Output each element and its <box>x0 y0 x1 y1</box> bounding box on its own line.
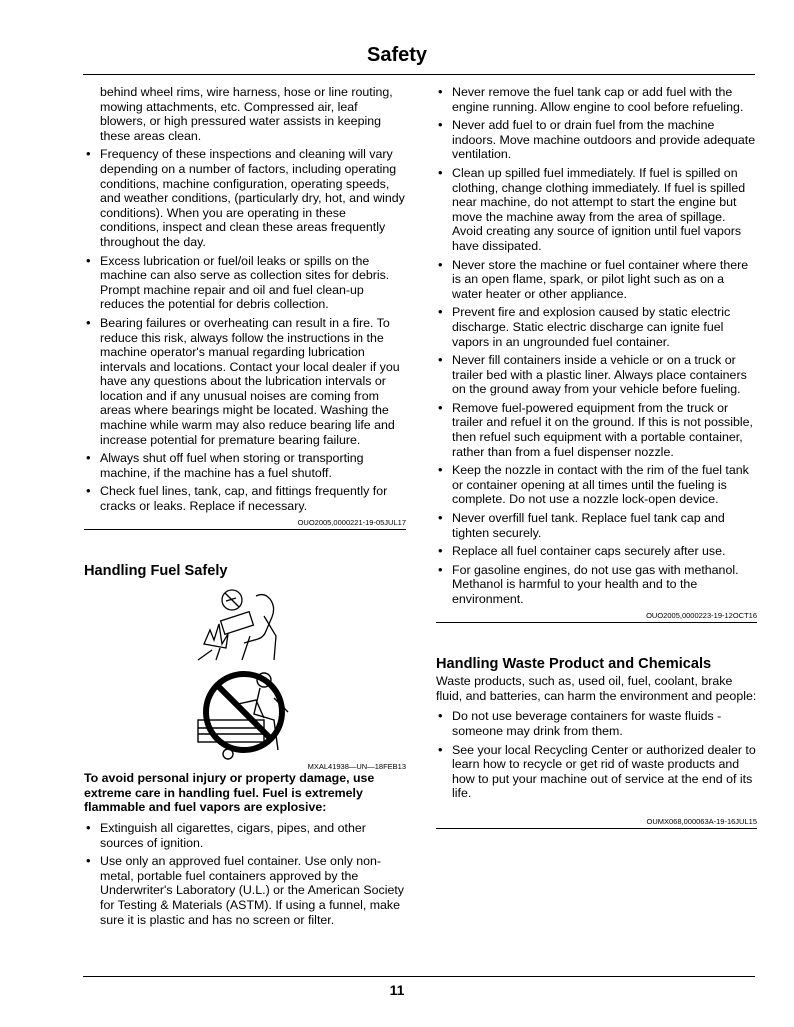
cleaning-bullet-list <box>84 147 406 513</box>
list-item: • Extinguish all cigarettes, cigars, pipes, and other sources of ignition. <box>84 821 406 850</box>
section-divider <box>436 828 757 829</box>
waste-bullet-list <box>436 709 757 801</box>
list-item: • See your local Recycling Center or authorized dealer to learn how to recycle or get rid of waste products and how to put your machine out of service at the end of its life. <box>436 743 757 801</box>
right-column <box>436 85 757 829</box>
list-item: • Do not use beverage containers for waste fluids - someone may drink from them. <box>436 709 757 738</box>
list-item: • Keep the nozzle in contact with the rim of the fuel tank or container opening at all times until the fueling is complete. Do not use a nozzle lock-open device. <box>436 463 757 507</box>
list-item: • Check fuel lines, tank, cap, and fittings frequently for cracks or leaks. Replace if necessary. <box>84 484 406 513</box>
list-item: • Frequency of these inspections and cleaning will vary depending on a number of factors, including operating conditions, machine configuration, operating speeds, and weather conditions, (particularly dry, hot, and windy conditions). When you are operating in these conditions, inspect and clean these areas frequently throughout the day. <box>84 147 406 249</box>
page-title: Safety <box>366 44 428 66</box>
list-item: • Never remove the fuel tank cap or add fuel with the engine running. Allow engine to cool before refueling. <box>436 85 757 114</box>
reference-code: OUO2005,0000223-19-12OCT16 <box>646 610 757 620</box>
list-item: • Replace all fuel container caps securely after use. <box>436 544 757 559</box>
reference-code: OUO2005,0000221-19-05JUL17 <box>297 517 406 527</box>
list-item: • Remove fuel-powered equipment from the truck or trailer and refuel it on the ground. If this is not possible, then refuel such equipment with a portable container, rather than from a fuel dispenser nozzle. <box>436 401 757 459</box>
list-item: • Bearing failures or overheating can result in a fire. To reduce this risk, always follow the instructions in the machine operator's manual regarding lubrication intervals and locations. Contact your local dealer if you have any questions about the lubrication intervals or location and if any unusual noises are coming from areas where bearings might be located. Washing the machine while warm may also reduce bearing life and increase potential for premature bearing failure. <box>84 316 406 447</box>
page-number: 11 <box>389 982 405 998</box>
list-item: • Never store the machine or fuel container where there is an open flame, spark, or pilot light such as on a water heater or other appliance. <box>436 258 757 302</box>
header-rule <box>83 74 755 75</box>
list-item: • Never fill containers inside a vehicle or on a truck or trailer bed with a plastic liner. Always place containers on the ground away from your vehicle before fueling. <box>436 353 757 397</box>
list-item: • Prevent fire and explosion caused by static electric discharge. Static electric discharge can ignite fuel vapors in an ungrounded fuel container. <box>436 305 757 349</box>
reference-code: OUMX068,000063A-19-16JUL15 <box>646 816 757 826</box>
list-item: • Never add fuel to or drain fuel from the machine indoors. Move machine outdoors and provide adequate ventilation. <box>436 118 757 162</box>
continued-paragraph: behind wheel rims, wire harness, hose or line routing, mowing attachments, etc. Compressed air, leaf blowers, or high pressured water assists in keeping these areas clean. <box>100 85 393 143</box>
section-title-fuel: Handling Fuel Safely <box>84 562 228 579</box>
list-item: • Clean up spilled fuel immediately. If fuel is spilled on clothing, change clothing immediately. If fuel is spilled near machine, do not attempt to start the engine but move the machine away from the area of spillage. Avoid creating any source of ignition until fuel vapors have dissipated. <box>436 166 757 254</box>
list-item: • For gasoline engines, do not use gas with methanol. Methanol is harmful to your health and to the environment. <box>436 563 757 607</box>
list-item: • Use only an approved fuel container. Use only non-metal, portable fuel containers approved by the Underwriter's Laboratory (U.L.) or the American Society for Testing & Materials (ASTM). If using a funnel, make sure it is plastic and has no screen or filter. <box>84 854 406 927</box>
fuel-safety-illustrations <box>84 586 406 758</box>
figure-reference-code: MXAL41938—UN—18FEB13 <box>307 762 406 772</box>
list-item: • Never overfill fuel tank. Replace fuel tank cap and tighten securely. <box>436 511 757 540</box>
list-item: • Always shut off fuel when storing or transporting machine, if the machine has a fuel shutoff. <box>84 451 406 480</box>
footer-rule <box>83 976 755 977</box>
list-item: • Excess lubrication or fuel/oil leaks or spills on the machine can also serve as collection sites for debris. Prompt machine repair and oil and fuel clean-up reduces the potential for debris collection. <box>84 254 406 312</box>
fuel-handling-bullet-list <box>436 85 757 607</box>
waste-intro: Waste products, such as, used oil, fuel, coolant, brake fluid, and batteries, can harm the environment and people: <box>436 674 757 703</box>
left-column <box>84 85 406 931</box>
section-title-waste: Handling Waste Product and Chemicals <box>436 655 712 672</box>
fuel-warning-intro: To avoid personal injury or property damage, use extreme care in handling fuel. Fuel is extremely flammable and fuel vapors are explosive: <box>84 771 375 815</box>
fuel-bullet-list <box>84 821 406 927</box>
no-refuel-while-running-icon <box>194 668 294 760</box>
no-smoking-refuel-icon <box>194 586 294 662</box>
